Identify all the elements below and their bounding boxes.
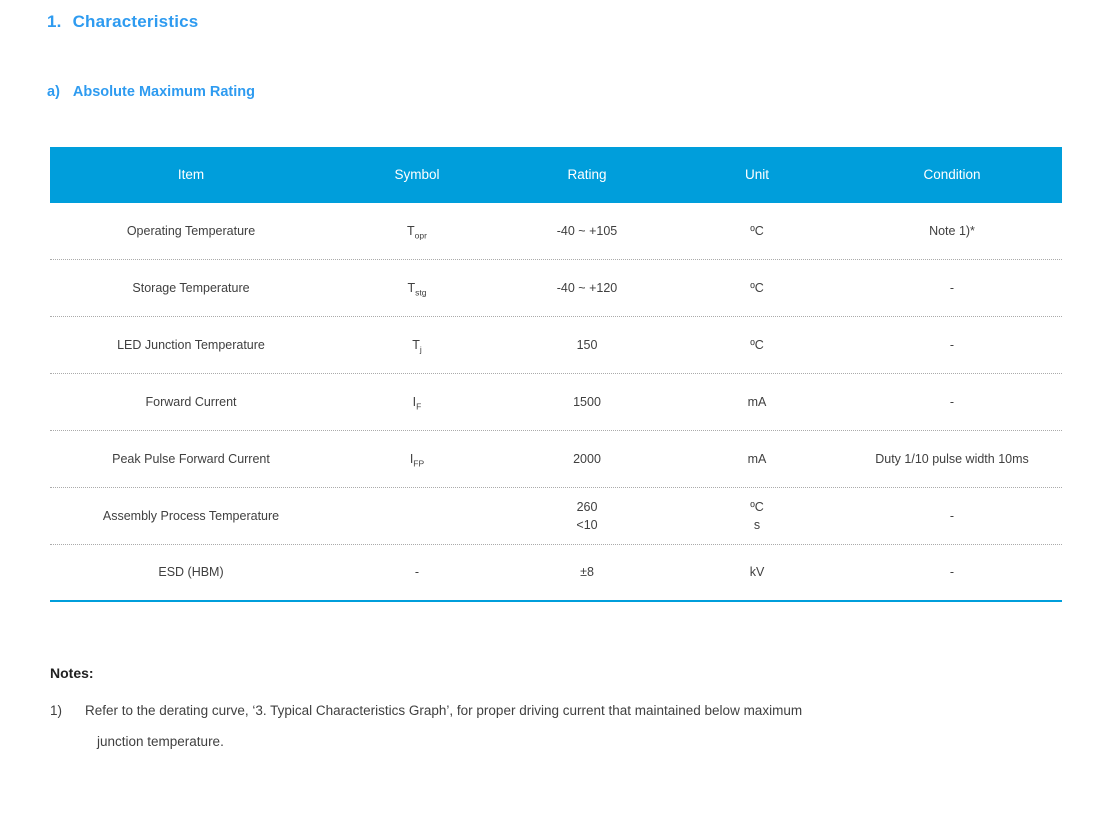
symbol-subscript: FP (413, 458, 425, 469)
section-heading (47, 12, 198, 32)
rating-line-2: <10 (576, 518, 598, 532)
cell-condition: - (949, 337, 955, 352)
symbol-base: T (407, 280, 416, 295)
column-header-condition: Condition (923, 167, 981, 183)
cell-item: ESD (HBM) (158, 565, 224, 580)
note-number: 1) (50, 703, 63, 718)
symbol-base: I (412, 394, 417, 409)
cell-symbol (332, 450, 502, 468)
symbol-subscript: stg (415, 287, 427, 298)
notes-label: Notes: (50, 665, 94, 681)
cell-condition: - (949, 565, 955, 580)
cell-condition: - (949, 508, 955, 523)
table-row (50, 488, 1062, 545)
cell-unit (672, 498, 842, 534)
symbol-base: - (414, 565, 420, 580)
cell-item: Peak Pulse Forward Current (112, 451, 270, 466)
note-item (50, 703, 1010, 749)
cell-condition: Note 1)* (929, 223, 975, 238)
note-text-line-2: junction temperature. (97, 734, 224, 749)
cell-condition: Duty 1/10 pulse width 10ms (875, 451, 1029, 466)
section-number: 1. (47, 12, 62, 31)
section-title-text: Characteristics (72, 12, 199, 31)
symbol-base: T (407, 223, 415, 238)
rating-line-1: 260 (576, 499, 598, 514)
cell-rating (502, 498, 672, 534)
table-row (50, 203, 1062, 260)
symbol-base: T (412, 337, 420, 352)
cell-unit: ºC (750, 337, 764, 352)
cell-item: Storage Temperature (132, 280, 250, 295)
cell-symbol (332, 222, 502, 240)
table-row (50, 260, 1062, 317)
table-row (50, 374, 1062, 431)
cell-item: Operating Temperature (126, 223, 256, 238)
subsection-number: a) (47, 84, 60, 100)
column-header-rating: Rating (567, 167, 607, 183)
table-row (50, 317, 1062, 374)
cell-item: Forward Current (145, 394, 237, 409)
cell-rating: ±8 (580, 565, 594, 580)
symbol-subscript: opr (414, 230, 427, 241)
cell-item: LED Junction Temperature (117, 337, 265, 352)
cell-condition: - (949, 394, 955, 409)
table-header-row (50, 147, 1062, 203)
unit-line-2: s (753, 518, 761, 532)
subsection-title-text: Absolute Maximum Rating (72, 84, 255, 100)
cell-unit: ºC (750, 223, 764, 238)
note-text-line-1: Refer to the derating curve, ‘3. Typical Characteristics Graph’, for proper driving current that maintained below maximum (85, 703, 803, 718)
cell-symbol (332, 336, 502, 354)
table-row (50, 545, 1062, 602)
column-header-unit: Unit (744, 167, 769, 183)
column-header-item: Item (177, 167, 205, 183)
cell-unit: ºC (750, 280, 764, 295)
cell-unit: mA (747, 451, 767, 466)
cell-condition: - (949, 280, 955, 295)
cell-item: Assembly Process Temperature (102, 508, 280, 523)
table-row (50, 431, 1062, 488)
subsection-heading (47, 84, 255, 100)
cell-symbol (332, 279, 502, 297)
cell-rating: 150 (576, 337, 598, 352)
cell-rating: -40 ~ +105 (556, 223, 618, 238)
unit-line-1: ºC (750, 499, 764, 514)
symbol-subscript: j (419, 344, 422, 355)
cell-symbol (332, 393, 502, 411)
absolute-maximum-rating-table (50, 147, 1062, 602)
column-header-symbol: Symbol (394, 167, 440, 183)
symbol-subscript: F (416, 401, 422, 412)
cell-rating: -40 ~ +120 (556, 280, 618, 295)
symbol-base: I (409, 451, 414, 466)
cell-unit: mA (747, 394, 767, 409)
cell-rating: 1500 (573, 394, 601, 409)
cell-symbol (332, 563, 502, 581)
cell-rating: 2000 (573, 451, 601, 466)
cell-unit: kV (749, 565, 765, 580)
